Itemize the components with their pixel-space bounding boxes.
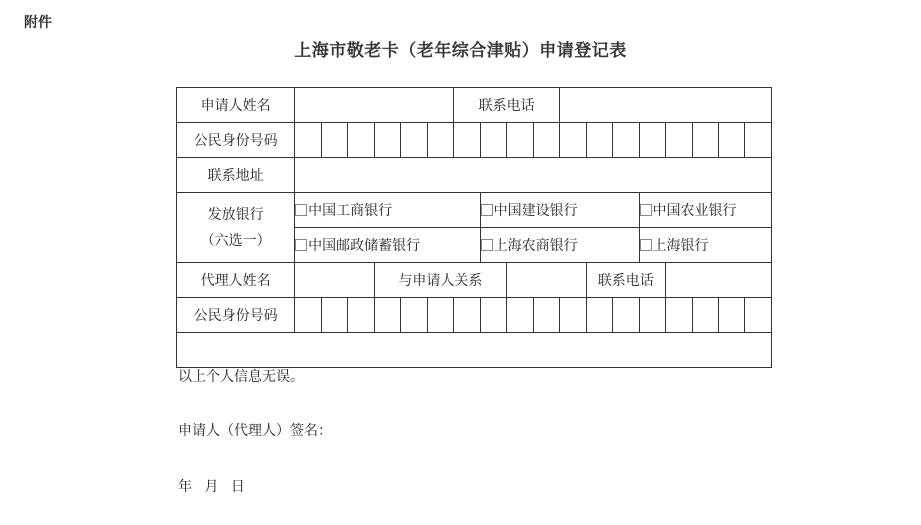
agent-id-digit-box[interactable]: [401, 298, 427, 333]
address-field[interactable]: [295, 158, 772, 193]
applicant-phone-label: 联系电话: [454, 88, 560, 123]
bank-option-label: 中国工商银行: [308, 203, 393, 219]
agent-name-field[interactable]: [295, 263, 374, 298]
agent-id-digit-box[interactable]: [427, 298, 454, 333]
bank-option-abc[interactable]: [639, 193, 771, 228]
agent-id-digit-box[interactable]: [639, 298, 665, 333]
declaration-row: [177, 333, 772, 368]
agent-phone-label: 联系电话: [586, 263, 665, 298]
applicant-id-digit-box[interactable]: [666, 123, 692, 158]
date-label: 年 月 日: [178, 479, 245, 495]
applicant-id-digit-box[interactable]: [718, 123, 744, 158]
applicant-id-digit-box[interactable]: [692, 123, 718, 158]
checkbox-icon[interactable]: [295, 204, 307, 216]
form-title: 上海市敬老卡（老年综合津贴）申请登记表: [294, 41, 627, 61]
agent-id-digit-box[interactable]: [507, 298, 533, 333]
declaration-cell[interactable]: [177, 333, 772, 495]
application-form: [176, 87, 772, 495]
bank-sub-label: （六选一）: [200, 232, 271, 249]
agent-row: [177, 263, 772, 298]
applicant-name-row: [177, 88, 772, 123]
applicant-id-digit-box[interactable]: [586, 123, 612, 158]
applicant-id-digit-box[interactable]: [295, 123, 321, 158]
applicant-name-field[interactable]: [295, 88, 454, 123]
applicant-id-row: [177, 123, 772, 158]
applicant-id-digit-box[interactable]: [480, 123, 506, 158]
agent-id-digit-box[interactable]: [718, 298, 744, 333]
bank-label-cell: [177, 193, 295, 263]
address-row: [177, 158, 772, 193]
applicant-id-digit-box[interactable]: [427, 123, 454, 158]
agent-id-digit-box[interactable]: [666, 298, 692, 333]
agent-phone-field[interactable]: [666, 263, 772, 298]
bank-row-1: [177, 193, 772, 228]
bank-option-label: 上海农商银行: [493, 238, 578, 254]
signature-label: 申请人（代理人）签名：: [178, 423, 332, 439]
checkbox-icon[interactable]: [640, 239, 652, 251]
applicant-id-digit-box[interactable]: [401, 123, 427, 158]
agent-name-label: 代理人姓名: [177, 263, 295, 298]
agent-id-digit-box[interactable]: [533, 298, 559, 333]
bank-option-label: 中国建设银行: [493, 203, 578, 219]
attachment-label: 附件: [24, 15, 52, 31]
agent-id-label: 公民身份号码: [177, 298, 295, 333]
bank-option-label: 中国农业银行: [652, 203, 737, 219]
applicant-id-digit-box[interactable]: [560, 123, 586, 158]
agent-id-digit-box[interactable]: [560, 298, 586, 333]
checkbox-icon[interactable]: [481, 239, 493, 251]
agent-id-digit-box[interactable]: [586, 298, 612, 333]
checkbox-icon[interactable]: [481, 204, 493, 216]
applicant-id-digit-box[interactable]: [745, 123, 772, 158]
applicant-id-digit-box[interactable]: [374, 123, 400, 158]
bank-option-icbc[interactable]: [295, 193, 480, 228]
relation-field[interactable]: [507, 263, 586, 298]
agent-id-digit-box[interactable]: [374, 298, 400, 333]
agent-id-digit-box[interactable]: [613, 298, 639, 333]
applicant-phone-field[interactable]: [560, 88, 772, 123]
bank-option-label: 上海银行: [652, 238, 709, 254]
applicant-name-label: 申请人姓名: [177, 88, 295, 123]
bank-label: 发放银行: [207, 206, 264, 223]
agent-id-digit-box[interactable]: [295, 298, 321, 333]
agent-id-digit-box[interactable]: [692, 298, 718, 333]
agent-id-digit-box[interactable]: [348, 298, 374, 333]
applicant-id-digit-box[interactable]: [613, 123, 639, 158]
checkbox-icon[interactable]: [295, 239, 307, 251]
address-label: 联系地址: [177, 158, 295, 193]
agent-id-digit-box[interactable]: [745, 298, 772, 333]
agent-id-digit-box[interactable]: [454, 298, 480, 333]
bank-option-ccb[interactable]: [480, 193, 639, 228]
applicant-id-digit-box[interactable]: [348, 123, 374, 158]
relation-label: 与申请人关系: [374, 263, 506, 298]
applicant-id-digit-box[interactable]: [533, 123, 559, 158]
agent-id-row: [177, 298, 772, 333]
applicant-id-label: 公民身份号码: [177, 123, 295, 158]
applicant-id-digit-box[interactable]: [454, 123, 480, 158]
applicant-id-digit-box[interactable]: [639, 123, 665, 158]
bank-option-bos[interactable]: [639, 228, 771, 263]
bank-option-label: 中国邮政储蓄银行: [308, 238, 421, 254]
agent-id-digit-box[interactable]: [321, 298, 347, 333]
bank-option-srcb[interactable]: [480, 228, 639, 263]
agent-id-digit-box[interactable]: [480, 298, 506, 333]
applicant-id-digit-box[interactable]: [321, 123, 347, 158]
applicant-id-digit-box[interactable]: [507, 123, 533, 158]
bank-option-psbc[interactable]: [295, 228, 480, 263]
confirmation-text: 以上个人信息无误。: [178, 369, 304, 385]
checkbox-icon[interactable]: [640, 204, 652, 216]
